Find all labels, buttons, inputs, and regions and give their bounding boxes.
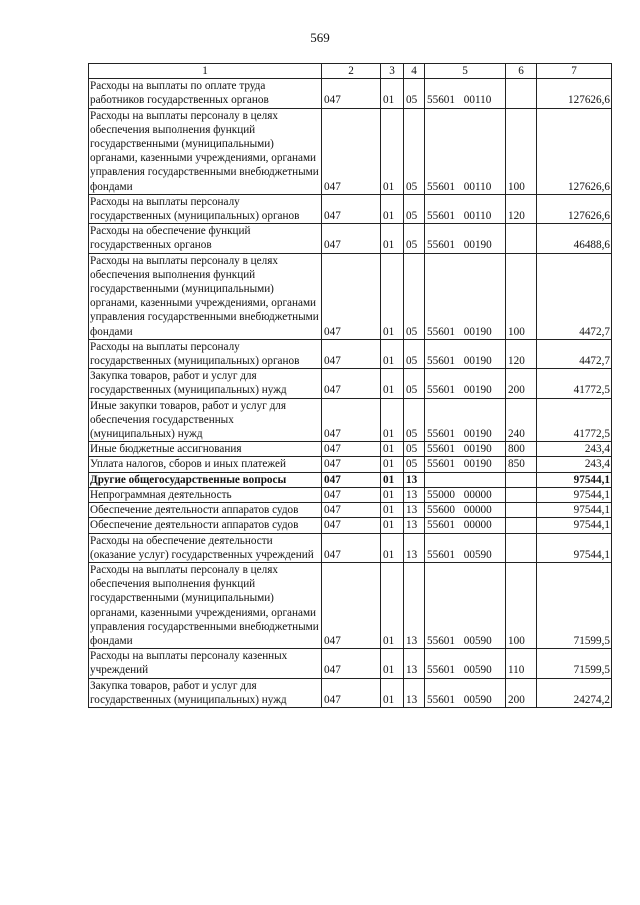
target-article-code: 55600 00000 bbox=[425, 503, 506, 518]
section-code: 01 bbox=[381, 678, 404, 707]
subsection-code: 13 bbox=[404, 472, 425, 487]
table-row bbox=[89, 369, 612, 398]
target-article-code: 55601 00590 bbox=[425, 562, 506, 648]
subsection-code: 05 bbox=[404, 398, 425, 442]
expense-type-code bbox=[506, 224, 537, 253]
expense-name: Уплата налогов, сборов и иных платежей bbox=[89, 457, 322, 472]
expense-type-code: 800 bbox=[506, 442, 537, 457]
table-row bbox=[89, 442, 612, 457]
gov-code: 047 bbox=[322, 649, 381, 678]
header-col-6: 6 bbox=[506, 64, 537, 79]
amount: 71599,5 bbox=[537, 562, 612, 648]
table-row bbox=[89, 487, 612, 502]
section-code: 01 bbox=[381, 649, 404, 678]
amount: 4472,7 bbox=[537, 339, 612, 368]
expense-name: Закупка товаров, работ и услуг для государственных (муниципальных) нужд bbox=[89, 369, 322, 398]
subsection-code: 05 bbox=[404, 339, 425, 368]
table-row bbox=[89, 194, 612, 223]
target-article-code: 55601 00110 bbox=[425, 79, 506, 108]
target-article-code: 55000 00000 bbox=[425, 487, 506, 502]
expense-name: Расходы на обеспечение деятельности (оказание услуг) государственных учреждений bbox=[89, 533, 322, 562]
amount: 4472,7 bbox=[537, 253, 612, 339]
subsection-code: 05 bbox=[404, 224, 425, 253]
gov-code: 047 bbox=[322, 503, 381, 518]
budget-table bbox=[88, 63, 612, 708]
gov-code: 047 bbox=[322, 457, 381, 472]
target-article-code: 55601 00110 bbox=[425, 108, 506, 194]
amount: 97544,1 bbox=[537, 518, 612, 533]
table-header bbox=[89, 64, 612, 79]
expense-name: Обеспечение деятельности аппаратов судов bbox=[89, 503, 322, 518]
subsection-code: 05 bbox=[404, 253, 425, 339]
section-code: 01 bbox=[381, 487, 404, 502]
expense-name: Другие общегосударственные вопросы bbox=[89, 472, 322, 487]
subsection-code: 05 bbox=[404, 442, 425, 457]
section-code: 01 bbox=[381, 339, 404, 368]
amount: 127626,6 bbox=[537, 194, 612, 223]
expense-name: Расходы на выплаты персоналу государственных (муниципальных) органов bbox=[89, 194, 322, 223]
table-row bbox=[89, 79, 612, 108]
target-article-code: 55601 00190 bbox=[425, 457, 506, 472]
section-code: 01 bbox=[381, 472, 404, 487]
gov-code: 047 bbox=[322, 369, 381, 398]
section-code: 01 bbox=[381, 457, 404, 472]
header-col-1: 1 bbox=[89, 64, 322, 79]
expense-name: Непрограммная деятельность bbox=[89, 487, 322, 502]
gov-code: 047 bbox=[322, 224, 381, 253]
section-code: 01 bbox=[381, 562, 404, 648]
expense-type-code: 200 bbox=[506, 678, 537, 707]
table-row bbox=[89, 562, 612, 648]
amount: 127626,6 bbox=[537, 79, 612, 108]
header-row bbox=[89, 64, 612, 79]
table-row bbox=[89, 678, 612, 707]
expense-name: Расходы на выплаты персоналу в целях обеспечения выполнения функций государственными (муниципальными) органами, казенными учреждениями, органами управления государственными внебюджетными фондами bbox=[89, 562, 322, 648]
amount: 97544,1 bbox=[537, 503, 612, 518]
subsection-code: 05 bbox=[404, 457, 425, 472]
section-code: 01 bbox=[381, 533, 404, 562]
subsection-code: 13 bbox=[404, 518, 425, 533]
expense-name: Иные закупки товаров, работ и услуг для обеспечения государственных (муниципальных) нужд bbox=[89, 398, 322, 442]
section-code: 01 bbox=[381, 194, 404, 223]
amount: 41772,5 bbox=[537, 398, 612, 442]
amount: 127626,6 bbox=[537, 108, 612, 194]
gov-code: 047 bbox=[322, 108, 381, 194]
table-row bbox=[89, 533, 612, 562]
amount: 71599,5 bbox=[537, 649, 612, 678]
header-col-5: 5 bbox=[425, 64, 506, 79]
target-article-code: 55601 00590 bbox=[425, 649, 506, 678]
target-article-code: 55601 00190 bbox=[425, 369, 506, 398]
expense-type-code: 100 bbox=[506, 108, 537, 194]
subsection-code: 13 bbox=[404, 649, 425, 678]
amount: 243,4 bbox=[537, 442, 612, 457]
gov-code: 047 bbox=[322, 533, 381, 562]
expense-type-code bbox=[506, 503, 537, 518]
expense-name: Обеспечение деятельности аппаратов судов bbox=[89, 518, 322, 533]
expense-type-code bbox=[506, 533, 537, 562]
expense-name: Расходы на выплаты по оплате труда работников государственных органов bbox=[89, 79, 322, 108]
amount: 97544,1 bbox=[537, 472, 612, 487]
subsection-code: 05 bbox=[404, 108, 425, 194]
gov-code: 047 bbox=[322, 194, 381, 223]
expense-type-code bbox=[506, 487, 537, 502]
amount: 97544,1 bbox=[537, 487, 612, 502]
subsection-code: 05 bbox=[404, 194, 425, 223]
amount: 24274,2 bbox=[537, 678, 612, 707]
target-article-code: 55601 00590 bbox=[425, 678, 506, 707]
expense-type-code: 100 bbox=[506, 253, 537, 339]
table-row bbox=[89, 253, 612, 339]
expense-name: Иные бюджетные ассигнования bbox=[89, 442, 322, 457]
gov-code: 047 bbox=[322, 678, 381, 707]
table-row bbox=[89, 518, 612, 533]
amount: 41772,5 bbox=[537, 369, 612, 398]
target-article-code: 55601 00000 bbox=[425, 518, 506, 533]
target-article-code: 55601 00110 bbox=[425, 194, 506, 223]
section-code: 01 bbox=[381, 224, 404, 253]
gov-code: 047 bbox=[322, 518, 381, 533]
expense-type-code: 850 bbox=[506, 457, 537, 472]
expense-name: Расходы на выплаты персоналу в целях обеспечения выполнения функций государственными (муниципальными) органами, казенными учреждениями, органами управления государственными внебюджетными фондами bbox=[89, 253, 322, 339]
gov-code: 047 bbox=[322, 472, 381, 487]
expense-name: Расходы на выплаты персоналу в целях обеспечения выполнения функций государственными (муниципальными) органами, казенными учреждениями, органами управления государственными внебюджетными фондами bbox=[89, 108, 322, 194]
target-article-code: 55601 00190 bbox=[425, 442, 506, 457]
header-col-7: 7 bbox=[537, 64, 612, 79]
page-number: 569 bbox=[310, 30, 330, 45]
target-article-code: 55601 00190 bbox=[425, 398, 506, 442]
subsection-code: 13 bbox=[404, 562, 425, 648]
table-row bbox=[89, 339, 612, 368]
table-row bbox=[89, 457, 612, 472]
header-col-4: 4 bbox=[404, 64, 425, 79]
table-row bbox=[89, 649, 612, 678]
table-row bbox=[89, 398, 612, 442]
expense-type-code bbox=[506, 472, 537, 487]
gov-code: 047 bbox=[322, 398, 381, 442]
subsection-code: 05 bbox=[404, 79, 425, 108]
gov-code: 047 bbox=[322, 487, 381, 502]
section-code: 01 bbox=[381, 108, 404, 194]
expense-name: Расходы на выплаты персоналу государственных (муниципальных) органов bbox=[89, 339, 322, 368]
expense-type-code: 240 bbox=[506, 398, 537, 442]
target-article-code: 55601 00590 bbox=[425, 533, 506, 562]
gov-code: 047 bbox=[322, 253, 381, 339]
gov-code: 047 bbox=[322, 442, 381, 457]
header-col-2: 2 bbox=[322, 64, 381, 79]
gov-code: 047 bbox=[322, 562, 381, 648]
section-code: 01 bbox=[381, 518, 404, 533]
target-article-code: 55601 00190 bbox=[425, 224, 506, 253]
target-article-code: 55601 00190 bbox=[425, 253, 506, 339]
target-article-code: 55601 00190 bbox=[425, 339, 506, 368]
amount: 97544,1 bbox=[537, 533, 612, 562]
table-body bbox=[89, 79, 612, 708]
section-code: 01 bbox=[381, 79, 404, 108]
section-code: 01 bbox=[381, 442, 404, 457]
expense-type-code: 120 bbox=[506, 339, 537, 368]
section-code: 01 bbox=[381, 253, 404, 339]
table-row bbox=[89, 224, 612, 253]
expense-type-code: 110 bbox=[506, 649, 537, 678]
target-article-code bbox=[425, 472, 506, 487]
gov-code: 047 bbox=[322, 339, 381, 368]
table-row bbox=[89, 108, 612, 194]
expense-type-code: 100 bbox=[506, 562, 537, 648]
section-code: 01 bbox=[381, 398, 404, 442]
section-code: 01 bbox=[381, 369, 404, 398]
amount: 46488,6 bbox=[537, 224, 612, 253]
expense-type-code bbox=[506, 79, 537, 108]
expense-name: Закупка товаров, работ и услуг для государственных (муниципальных) нужд bbox=[89, 678, 322, 707]
expense-type-code bbox=[506, 518, 537, 533]
gov-code: 047 bbox=[322, 79, 381, 108]
amount: 243,4 bbox=[537, 457, 612, 472]
subsection-code: 05 bbox=[404, 369, 425, 398]
expense-type-code: 200 bbox=[506, 369, 537, 398]
subsection-code: 13 bbox=[404, 503, 425, 518]
subsection-code: 13 bbox=[404, 678, 425, 707]
expense-type-code: 120 bbox=[506, 194, 537, 223]
table-row bbox=[89, 472, 612, 487]
subsection-code: 13 bbox=[404, 533, 425, 562]
header-col-3: 3 bbox=[381, 64, 404, 79]
section-code: 01 bbox=[381, 503, 404, 518]
subsection-code: 13 bbox=[404, 487, 425, 502]
expense-name: Расходы на выплаты персоналу казенных учреждений bbox=[89, 649, 322, 678]
expense-name: Расходы на обеспечение функций государственных органов bbox=[89, 224, 322, 253]
table-row bbox=[89, 503, 612, 518]
